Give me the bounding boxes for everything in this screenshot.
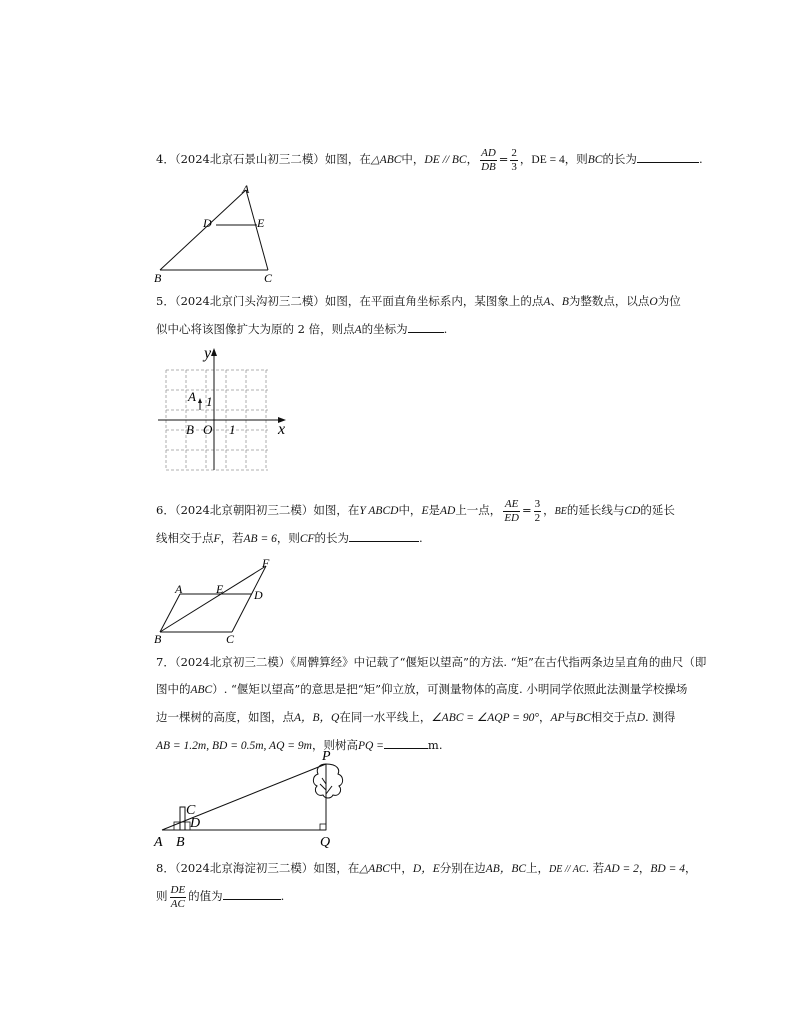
answer-blank[interactable] <box>223 887 281 900</box>
q5-label-B: B <box>186 422 194 437</box>
q7-label-B: B <box>176 835 185 850</box>
q4-label-C: C <box>264 271 273 284</box>
q7-text: . 测得 <box>645 710 676 724</box>
q6-text: 上一点， <box>455 503 502 517</box>
fraction-denominator: ED <box>504 511 519 524</box>
q7-label-D: D <box>190 816 201 831</box>
q5-text: 的坐标为 <box>361 322 408 336</box>
q5-point-O: O <box>649 296 658 308</box>
q6-label-F: F <box>262 556 270 570</box>
q7-ABC: ABC <box>190 684 213 696</box>
q4-text: . <box>698 152 703 166</box>
q4-target: BC <box>587 154 603 166</box>
q5-text: 似中心将该图像扩大为原的 2 倍，则点 <box>156 322 355 336</box>
q6-text: ，则 <box>276 531 300 545</box>
q4-condition: ，DE = 4，则 <box>519 154 588 166</box>
q8-triangle: △ABC <box>359 863 390 875</box>
q6-parallelogram: Y ABCD <box>359 505 399 517</box>
q5-coordinate-grid <box>152 344 292 472</box>
q7-text: ， <box>538 710 551 724</box>
fraction-denominator: DB <box>481 160 496 173</box>
q6-label-A: A <box>175 582 183 596</box>
fraction-numerator: DE <box>170 883 186 896</box>
q4-triangle-figure <box>150 184 280 284</box>
q5-point-B: B <box>561 296 569 308</box>
q5-text: 5．（2024北京门头沟初三二模）如图，在平面直角坐标系内，某图象上的点 <box>156 294 544 308</box>
q4-label-A: A <box>242 184 250 196</box>
q8-ratio-fraction <box>170 884 187 911</box>
q6-text: 中， <box>398 503 422 517</box>
q4-label-D: D <box>203 216 212 230</box>
q6-text: 的长为 <box>314 531 350 545</box>
fraction-numerator: AD <box>481 146 496 159</box>
q6-text: 的延长 <box>640 503 675 517</box>
q8-text: ， <box>685 861 697 875</box>
q6-label-B: B <box>154 632 162 646</box>
fraction-denominator: AC <box>170 897 185 910</box>
q7-D: D <box>636 712 646 724</box>
q4-text: 中， <box>401 152 425 166</box>
q6-value-fraction <box>534 498 542 525</box>
q6-label-D: D <box>254 588 263 602</box>
q6-text: 的延长线与 <box>566 503 625 517</box>
answer-blank[interactable] <box>637 150 699 163</box>
q6-text: . <box>419 531 423 545</box>
equals-sign: = <box>498 152 509 166</box>
q5-label-1y: 1 <box>206 394 213 409</box>
q6-segment-CF: CF <box>299 533 315 545</box>
q4-lead: 4．（2024北京石景山初三二模）如图，在 <box>156 152 371 166</box>
q6-label-C: C <box>226 632 235 646</box>
q6-text: ，若 <box>220 531 244 545</box>
q4-label-E: E <box>257 216 265 230</box>
question-8 <box>156 855 716 911</box>
q7-measurements: AB = 1.2m, BD = 0.5m, AQ = 9m <box>156 740 312 752</box>
q5-label-A: A <box>188 389 196 404</box>
q7-points: A，B，Q <box>294 712 340 724</box>
q6-text: ， <box>543 503 555 517</box>
q8-sides: AB，BC <box>485 863 527 875</box>
q7-BC: BC <box>576 712 591 724</box>
q5-text: 、 <box>550 294 562 308</box>
q5-label-x: x <box>278 421 286 438</box>
q7-text: 与 <box>564 710 577 724</box>
fraction-numerator: AE <box>504 497 519 510</box>
q7-angles: ∠ABC = ∠AQP = 90° <box>431 712 539 724</box>
q7-PQ: PQ = <box>357 740 384 752</box>
q7-label-C: C <box>186 803 196 818</box>
q4-ratio-fraction <box>480 147 497 174</box>
q7-unit: m. <box>427 738 443 752</box>
q6-segment-AD: AD <box>439 505 456 517</box>
q6-text: 是 <box>428 503 440 517</box>
answer-blank[interactable] <box>408 320 444 333</box>
q7-text: ，则树高 <box>311 738 358 752</box>
q5-point-A: A <box>354 324 362 336</box>
q8-text: 8．（2024北京海淀初三二模）如图，在 <box>156 861 360 875</box>
q4-value-fraction <box>510 147 518 174</box>
fraction-denominator: 3 <box>511 160 517 173</box>
q8-text: . 若 <box>585 861 605 875</box>
q6-segment-CD: CD <box>624 505 641 517</box>
q7-text: 边一棵树的高度，如图，点 <box>156 710 294 724</box>
q7-text: ）. “偃矩以望高”的意思是把“矩”仰立放，可测量物体的高度. 小明同学依照此法测量学校操场 <box>212 682 688 696</box>
q5-text: 为位 <box>657 294 681 308</box>
answer-blank[interactable] <box>349 529 419 542</box>
q7-text: 图中的 <box>156 682 191 696</box>
q6-segment-BE: BE <box>554 506 567 517</box>
q4-text: ， <box>466 152 479 166</box>
q8-text: 则 <box>156 889 168 903</box>
q5-label-O: O <box>203 422 213 437</box>
q6-point-F: F <box>213 533 221 545</box>
tree-icon <box>313 764 342 816</box>
q7-label-P: P <box>322 749 331 764</box>
equals-sign: = <box>521 503 532 517</box>
answer-blank[interactable] <box>384 736 428 749</box>
q6-text: 6．（2024北京朝阳初三二模）如图，在 <box>156 503 360 517</box>
question-5 <box>156 288 716 344</box>
q6-ratio-fraction <box>503 498 520 525</box>
q7-AP: AP <box>550 712 565 724</box>
q6-parallelogram-figure <box>150 556 280 646</box>
q4-text: 的长为 <box>602 152 637 166</box>
q4-label-B: B <box>154 271 162 284</box>
q5-label-y: y <box>204 345 212 362</box>
q7-text: 相交于点 <box>590 710 637 724</box>
q7-text: 7．（2024北京初三二模）《周髀算经》中记载了“偃矩以望高”的方法. “矩”在古代指两条边呈直角的曲尺（即 <box>156 655 707 669</box>
q5-label-1x: 1 <box>229 422 236 437</box>
fraction-denominator: 2 <box>534 511 541 524</box>
q8-text: 分别在边 <box>439 861 486 875</box>
q7-label-A: A <box>154 835 163 850</box>
q6-point-E: E <box>421 505 429 517</box>
q8-condition-2: BD = 4 <box>650 863 685 875</box>
q4-parallel: DE // BC <box>424 154 467 166</box>
fraction-numerator: 2 <box>511 146 517 159</box>
question-4 <box>156 146 716 174</box>
q8-text: 上， <box>526 861 550 875</box>
q8-text: 中， <box>389 861 413 875</box>
q7-text: 在同一水平线上， <box>339 710 432 724</box>
question-6 <box>156 497 716 553</box>
q6-condition: AB = 6 <box>243 533 277 545</box>
q6-label-E: E <box>216 582 224 596</box>
q8-text: 的值为 <box>188 889 223 903</box>
q6-text: 线相交于点 <box>156 531 214 545</box>
q8-points: D，E <box>412 863 440 875</box>
q8-parallel: DE // AC <box>549 864 586 875</box>
q5-point-A: A <box>543 296 551 308</box>
q8-text: . <box>280 889 285 903</box>
q5-text: 为整数点，以点 <box>568 294 650 308</box>
q7-label-Q: Q <box>320 835 331 850</box>
q7-tree-figure <box>150 744 360 854</box>
q8-condition-1: AD = 2 <box>604 863 639 875</box>
q5-text: . <box>443 322 448 336</box>
q8-text: ， <box>638 861 651 875</box>
fraction-numerator: 3 <box>534 497 541 510</box>
q4-triangle: △ABC <box>370 154 402 166</box>
